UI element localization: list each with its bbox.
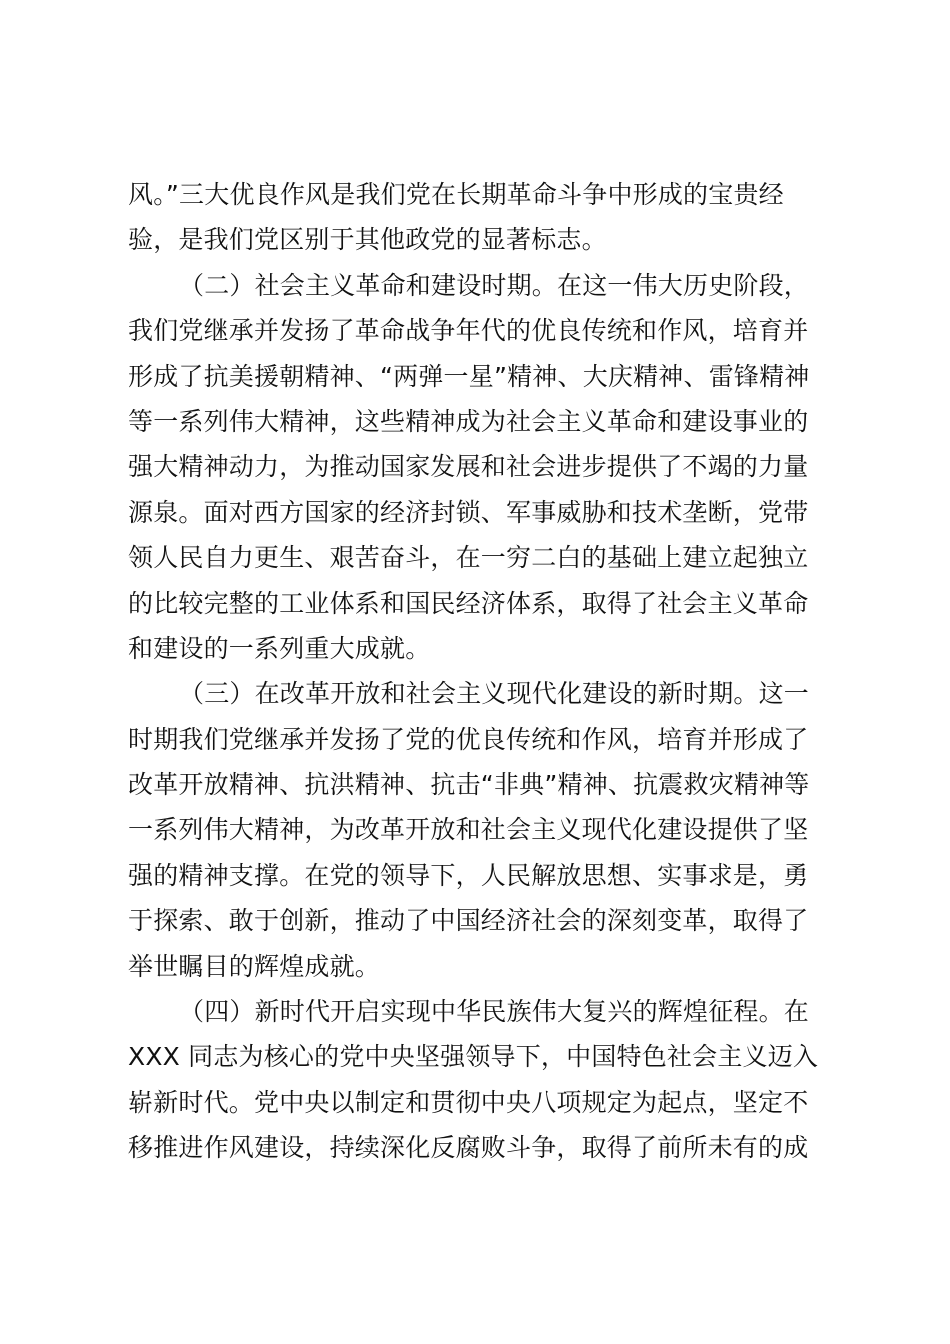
text-line: XXX 同志为核心的党中央坚强领导下，中国特色社会主义迈入	[128, 1042, 819, 1072]
text-line: 一系列伟大精神，为改革开放和社会主义现代化建设提供了坚	[128, 815, 809, 845]
text-line: 等一系列伟大精神，这些精神成为社会主义革命和建设事业的	[128, 406, 809, 436]
text-line: 验，是我们党区别于其他政党的显著标志。	[128, 225, 607, 255]
text-line: 源泉。面对西方国家的经济封锁、军事威胁和技术垄断，党带	[128, 497, 809, 527]
text-line: 的比较完整的工业体系和国民经济体系，取得了社会主义革命	[128, 588, 809, 618]
text-line: 于探索、敢于创新，推动了中国经济社会的深刻变革，取得了	[128, 906, 809, 936]
body-text	[128, 172, 822, 1171]
paragraph-first-line: （四）新时代开启实现中华民族伟大复兴的辉煌征程。在	[179, 997, 810, 1027]
text-line: 风。”三大优良作风是我们党在长期革命斗争中形成的宝贵经	[128, 180, 784, 209]
text-line: 和建设的一系列重大成就。	[128, 633, 431, 663]
paragraph-first-line: （三）在改革开放和社会主义现代化建设的新时期。这一	[179, 679, 810, 709]
text-line: 举世瞩目的辉煌成就。	[128, 951, 381, 981]
text-line: 改革开放精神、抗洪精神、抗击“非典”精神、抗震救灾精神等	[128, 770, 810, 800]
text-line: 崭新时代。党中央以制定和贯彻中央八项规定为起点，坚定不	[128, 1087, 809, 1117]
paragraph-first-line: （二）社会主义革命和建设时期。在这一伟大历史阶段，	[179, 270, 810, 300]
text-line: 强的精神支撑。在党的领导下，人民解放思想、实事求是，勇	[128, 860, 809, 890]
text-line: 时期我们党继承并发扬了党的优良传统和作风，培育并形成了	[128, 724, 809, 754]
text-line: 强大精神动力，为推动国家发展和社会进步提供了不竭的力量	[128, 452, 809, 482]
text-line: 我们党继承并发扬了革命战争年代的优良传统和作风，培育并	[128, 316, 809, 346]
text-line: 领人民自力更生、艰苦奋斗，在一穷二白的基础上建立起独立	[128, 543, 809, 573]
text-line: 移推进作风建设，持续深化反腐败斗争，取得了前所未有的成	[128, 1133, 809, 1163]
text-line: 形成了抗美援朝精神、“两弹一星”精神、大庆精神、雷锋精神	[128, 361, 810, 391]
